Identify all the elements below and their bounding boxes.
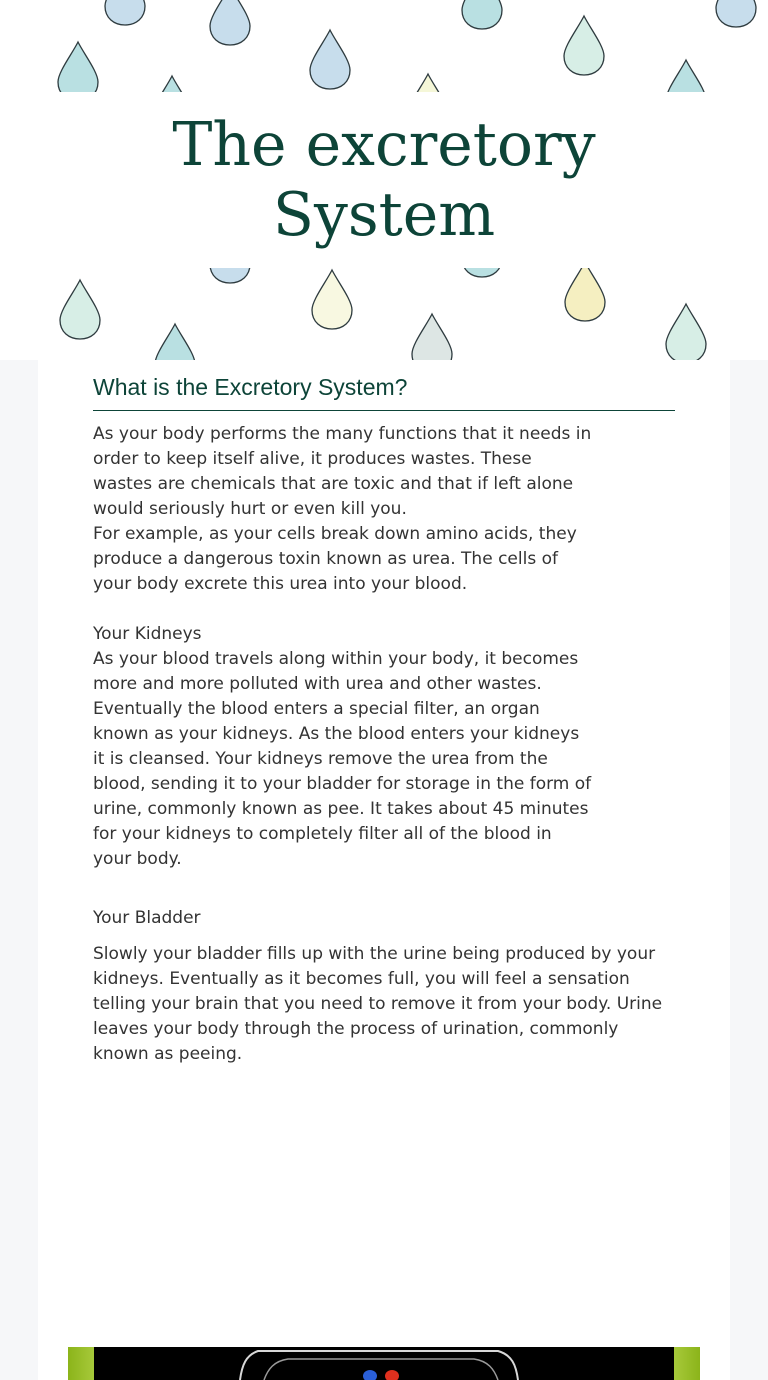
heading-divider: [93, 410, 675, 411]
kidneys-text: [93, 622, 593, 872]
intro-paragraph-2: For example, as your cells break down amino acids, they produce a dangerous toxin known as urea. The cells of your body excrete this urea into your blood.: [93, 524, 577, 594]
intro-paragraph-1: As your body performs the many functions that it needs in order to keep itself alive, it produces wastes. These wastes are chemicals that are toxic and that if left alone would seriously hurt or even kill you.: [93, 424, 592, 519]
section-heading: What is the Excretory System?: [93, 374, 408, 400]
title-band: [0, 92, 768, 268]
intro-text: [93, 422, 593, 597]
kidney-diagram-image: [68, 1347, 700, 1380]
kidneys-heading: Your Kidneys: [93, 624, 202, 644]
kidneys-paragraph: As your blood travels along within your body, it becomes more and more polluted with urea and other wastes. Eventually the blood enters a special filter, an organ known as your kidneys. As the blood enters your kidneys it is cleansed. Your kidneys remove the urea from the blood, sending it to your bladder for storage in the form of urine, commonly known as pee. It takes about 45 minutes for your kidneys to completely filter all of the blood in your body.: [93, 649, 592, 869]
bladder-paragraph: Slowly your bladder fills up with the urine being produced by your kidneys. Eventually as it becomes full, you will feel a sensation telling your brain that you need to remove it from your body. Urine leaves your body through the process of urination, commonly known as peeing.: [93, 944, 663, 1064]
body-outline-icon: [68, 1347, 700, 1380]
header-banner: [0, 0, 768, 360]
page-title: The excretory System: [172, 110, 596, 250]
content-card: [38, 360, 730, 1380]
bladder-heading: Your Bladder: [93, 908, 201, 928]
